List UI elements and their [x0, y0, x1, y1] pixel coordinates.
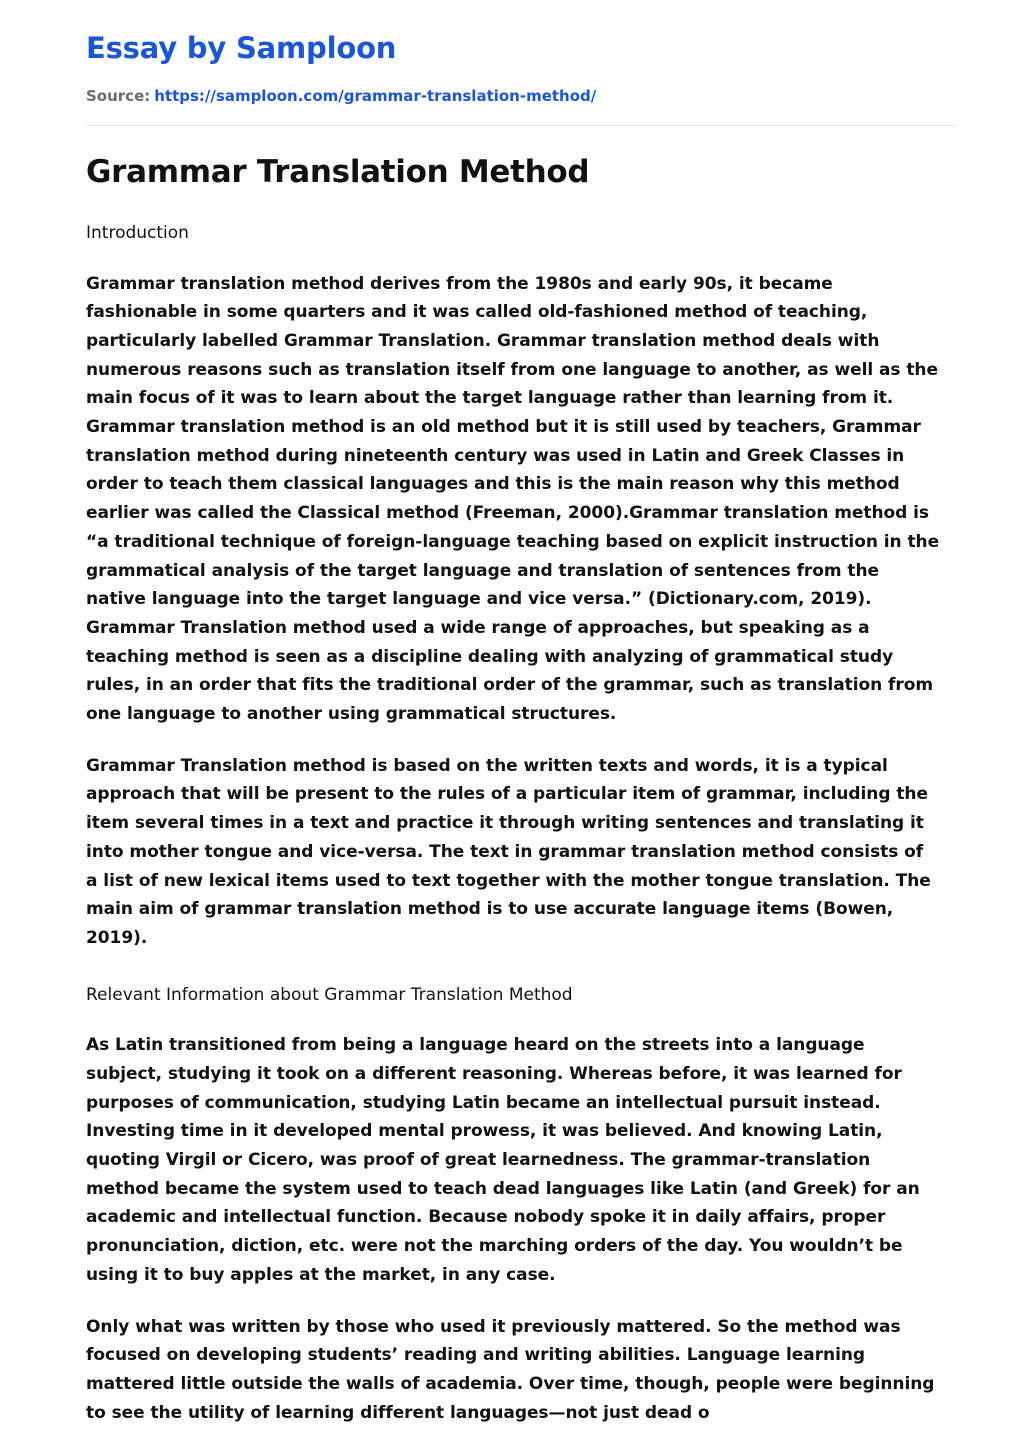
- body-paragraph: Grammar Translation method is based on the written texts and words, it is a typical approach that will be present to the rules of a particular item of grammar, including the item several times in a text and practice it through writing sentences and translating it into mother tongue and vice-versa. The text in grammar translation method consists of a list of new lexical items used to text together with the mother tongue translation. The main aim of grammar translation method is to use accurate language items (Bowen, 2019).: [86, 755, 931, 948]
- section-heading-introduction: Introduction: [86, 223, 189, 244]
- body-paragraph: Grammar translation method derives from the 1980s and early 90s, it became fashionable in some quarters and it was called old-fashioned method of teaching, particularly labelled Grammar Translation. Grammar translation method deals with numerous reasons such as translation itself from one language to another, as well as the main focus of it was to learn about the target language rather than learning from it. Grammar translation method is an old method but it is still used by teachers, Grammar translation method during nineteenth century was used in Latin and Greek Classes in order to teach them classical languages and this is the main reason why this method earlier was called the Classical method (Freeman, 2000).Grammar translation method is “a traditional technique of foreign-language teaching based on explicit instruction in the grammatical analysis of the target language and translation of sentences from the native language into the target language and vice versa.” (Dictionary.com, 2019). Grammar Translation method used a wide range of approaches, but speaking as a teaching method is seen as a discipline dealing with analyzing of grammatical study rules, in an order that fits the traditional order of the grammar, such as translation from one language to another using grammatical structures.: [86, 273, 940, 725]
- source-line: [86, 87, 946, 107]
- site-logo-text: Essay by Samploon: [86, 31, 397, 65]
- source-url-link[interactable]: https://samploon.com/grammar-translation-method/: [154, 87, 597, 106]
- body-paragraph: As Latin transitioned from being a language heard on the streets into a language subject, studying it took on a different reasoning. Whereas before, it was learned for purposes of communication, studying Latin became an intellectual pursuit instead. Investing time in it developed mental prowess, it was believed. And knowing Latin, quoting Virgil or Cicero, was proof of great learnedness. The grammar-translation method became the system used to teach dead languages like Latin (and Greek) for an academic and intellectual function. Because nobody spoke it in daily affairs, proper pronunciation, diction, etc. were not the marching orders of the day. You wouldn’t be using it to buy apples at the market, in any case.: [86, 1035, 920, 1285]
- section-heading-relevant-information: Relevant Information about Grammar Translation Method: [86, 984, 573, 1005]
- page-title: Grammar Translation Method: [86, 153, 590, 190]
- body-paragraph-clipped: Only what was written by those who used it previously mattered. So the method was focused on developing students’ reading and writing abilities. Language learning mattered little outside the walls of academia. Over time, though, people were beginning to see the utility of learning different languages—not just dead o: [86, 1316, 935, 1423]
- header-divider: [86, 125, 956, 126]
- page-header: [0, 0, 1024, 107]
- document-content: [0, 154, 1024, 1428]
- source-label: Source:: [86, 87, 151, 106]
